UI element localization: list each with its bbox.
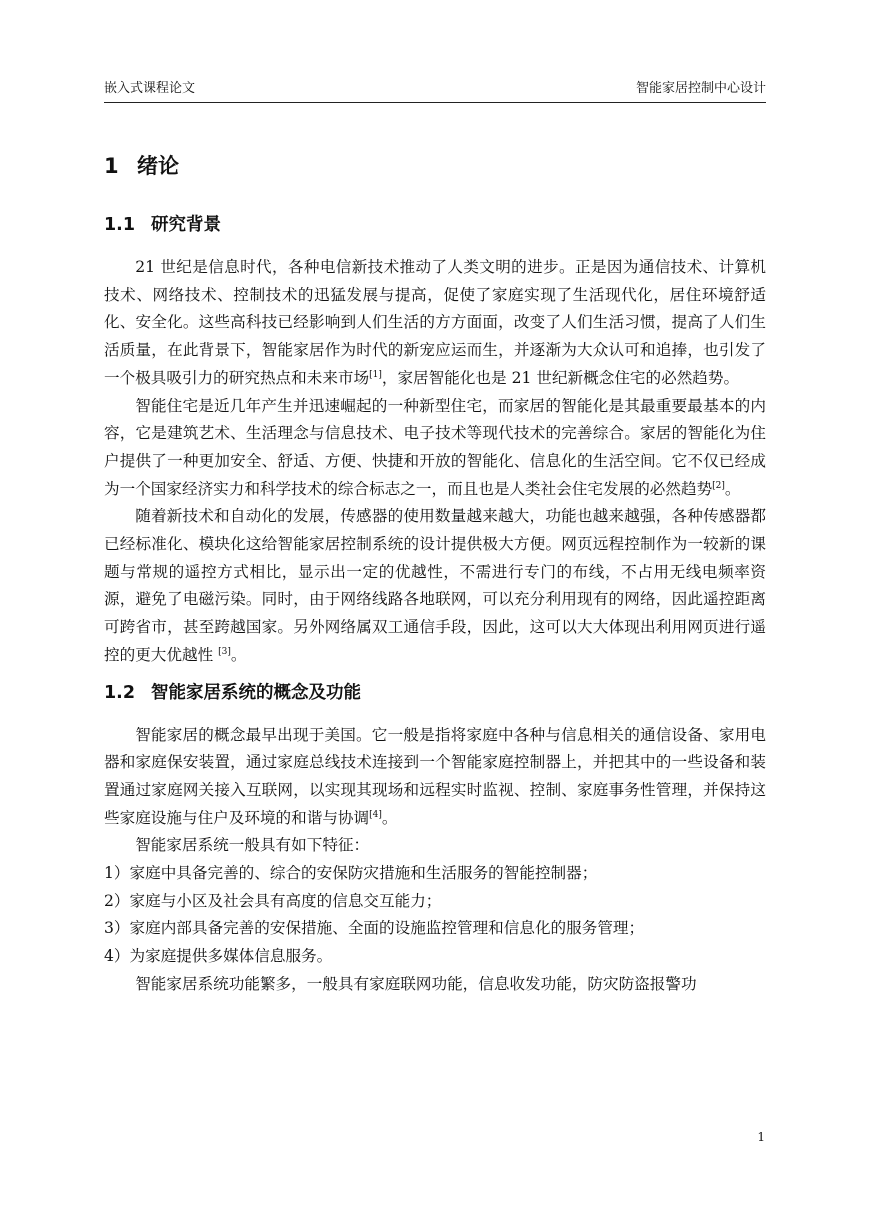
paragraph-text: 21 世纪是信息时代，各种电信新技术推动了人类文明的进步。正是因为通信技术、计算机技术、网络技术、控制技术的迅猛发展与提高，促使了家庭实现了生活现代化，居住环境舒适化、安全化。这些高科技已经影响到人们生活的方方面面，改变了人们生活习惯，提高了人们生活质量，在此背景下，智能家居作为时代的新宠应运而生，并逐渐为大众认可和追捧，也引发了一个极具吸引力的研究热点和未来市场 <box>104 258 766 387</box>
list-item: 2）家庭与小区及社会具有高度的信息交互能力； <box>104 891 442 910</box>
page-number: 1 <box>757 1130 765 1144</box>
paragraph: 智能家居系统一般具有如下特征： <box>135 836 370 855</box>
section-heading-1-1 <box>104 210 766 240</box>
list-item: 3）家庭内部具备完善的安保措施、全面的设施监控管理和信息化的服务管理； <box>104 919 645 938</box>
citation: [3] <box>218 646 231 657</box>
section-number: 1.2 <box>104 682 136 703</box>
page-header <box>104 80 766 103</box>
paragraph: 智能家居系统功能繁多，一般具有家庭联网功能，信息收发功能，防灾防盗报警功 <box>135 974 697 993</box>
paragraph <box>104 254 766 393</box>
chapter-number: 1 <box>104 154 119 178</box>
list-item: 4）为家庭提供多媒体信息服务。 <box>104 947 333 966</box>
chapter-title: 绪论 <box>137 154 179 178</box>
paragraph-text: 。 <box>724 479 741 498</box>
paragraph-text: 随着新技术和自动化的发展，传感器的使用数量越来越大，功能也越来越强，各种传感器都已经标准化、模块化这给智能家居控制系统的设计提供极大方便。网页远程控制作为一较新的课题与常规的遥控方式相比，显示出一定的优越性，不需进行专门的布线，不占用无线电频率资源，避免了电磁污染。同时，由于网络线路各地联网，可以充分利用现有的网络，因此遥控距离可跨省市，甚至跨越国家。另外网络属双工通信手段，因此，这可以大大体现出利用网页进行遥控的更大优越性 <box>104 507 766 664</box>
paragraph <box>104 503 766 669</box>
citation: [4] <box>369 809 382 820</box>
paragraph-text: 。 <box>230 645 247 664</box>
section-title: 智能家居系统的概念及功能 <box>151 682 361 703</box>
paragraph <box>104 722 766 833</box>
paragraph-text: 智能家居的概念最早出现于美国。它一般是指将家庭中各种与信息相关的通信设备、家用电器和家庭保安装置，通过家庭总线技术连接到一个智能家庭控制器上，并把其中的一些设备和装置通过家庭网关接入互联网，以实现其现场和远程实时监视、控制、家庭事务性管理，并保持这些家庭设施与住户及环境的和谐与协调 <box>104 725 766 827</box>
section-title: 研究背景 <box>151 215 221 235</box>
citation: [2] <box>712 480 725 491</box>
paragraph <box>104 393 766 504</box>
paragraph-text: 智能住宅是近几年产生并迅速崛起的一种新型住宅，而家居的智能化是其最重要最基本的内容，它是建筑艺术、生活理念与信息技术、电子技术等现代技术的完善综合。家居的智能化为住户提供了一种更加安全、舒适、方便、快捷和开放的智能化、信息化的生活空间。它不仅已经成为一个国家经济实力和科学技术的综合标志之一，而且也是人类社会住宅发展的必然趋势 <box>104 396 766 498</box>
header-thesis-title: 智能家居控制中心设计 <box>635 81 766 96</box>
citation: [1] <box>369 369 382 380</box>
page-body <box>104 148 766 999</box>
header-course-title: 嵌入式课程论文 <box>104 81 196 96</box>
paragraph-text: 。 <box>381 808 398 827</box>
list-item: 1）家庭中具备完善的、综合的安保防灾措施和生活服务的智能控制器； <box>104 864 598 883</box>
section-number: 1.1 <box>104 215 136 235</box>
paragraph-text: ，家居智能化也是 21 世纪新概念住宅的必然趋势。 <box>381 368 740 387</box>
section-heading-1-2 <box>104 678 766 708</box>
chapter-heading <box>104 148 766 184</box>
